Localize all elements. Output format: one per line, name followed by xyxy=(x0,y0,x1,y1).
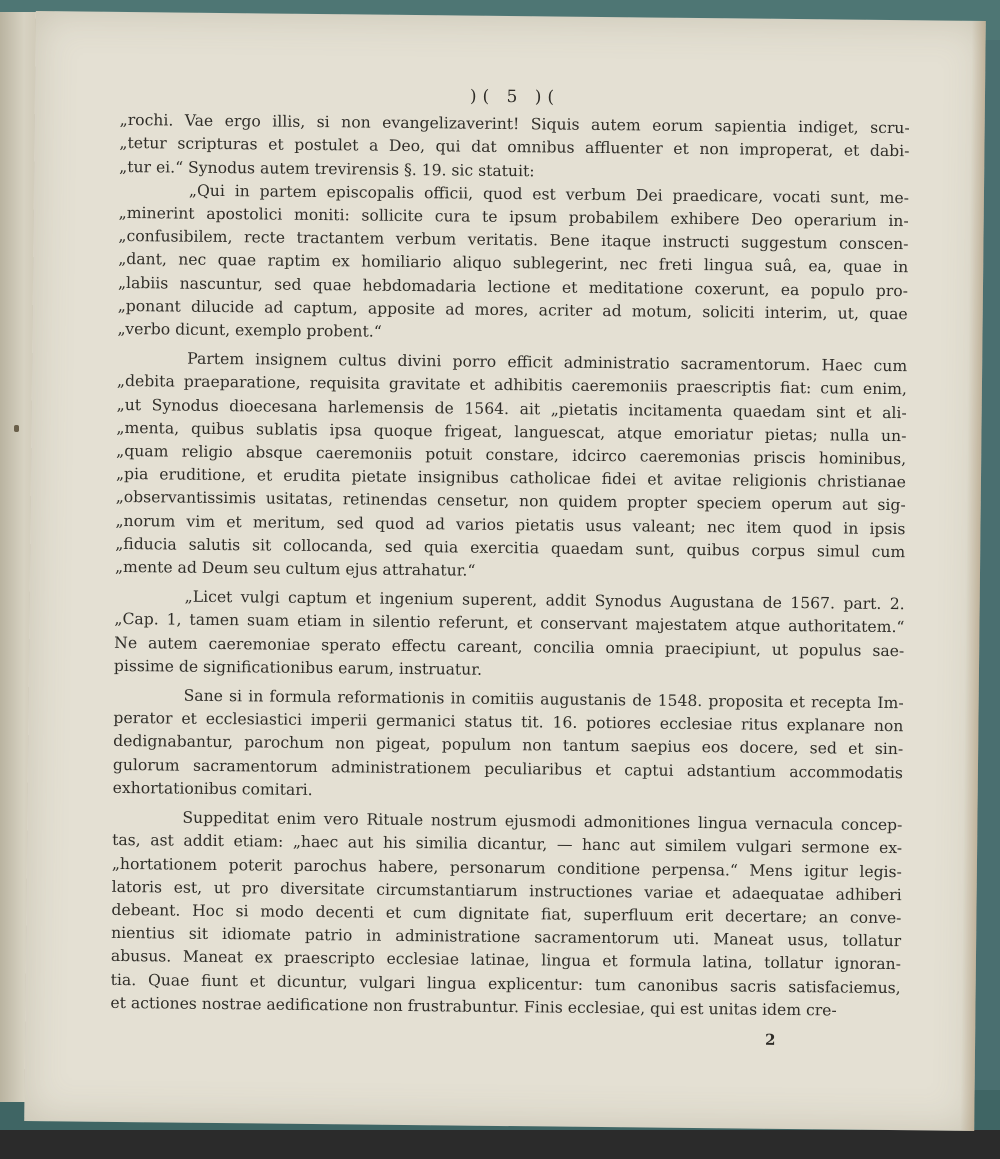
text-line: debeant. Hoc si modo decenti et cum dignitate fiat, superfluum erit decertare; an conve- xyxy=(111,900,902,928)
text-line: exhortationibus comitari. xyxy=(112,778,313,799)
text-line: „Licet vulgi captum et ingenium superent, addit Synodus Augustana de 1567. part. 2. xyxy=(184,587,905,614)
text-line: „fiducia salutis sit collocanda, sed quia exercitia quaedam sunt, quibus corpus simul cum xyxy=(115,534,906,562)
text-line: „minerint apostolici moniti: sollicite cura te ipsum probabilem exhibere Deo operarium in- xyxy=(118,203,909,231)
paragraph xyxy=(110,806,902,1023)
text-line: tia. Quae fiunt et dicuntur, vulgari lingua explicentur: tum canonibus sacris satisfaciemus, xyxy=(110,970,901,997)
text-line: „norum vim et meritum, sed quod ad varios pietatis usus valeant; nec item quod in ipsis xyxy=(115,511,906,538)
text-line: „debita praeparatione, requisita gravitate et adhibitis caeremoniis praescriptis fiat: cum enim, xyxy=(116,372,908,399)
text-line: „ut Synodus dioecesana harlemensis de 1564. ait „pietatis incitamenta quaedam sint et ali- xyxy=(116,395,907,422)
text-line: et actiones nostrae aedificatione non frustrabuntur. Finis ecclesiae, qui est unitas idem cre- xyxy=(110,993,837,1020)
text-line: „tur ei.“ Synodus autem trevirensis §. 19. sic statuit: xyxy=(119,157,535,180)
text-line: tas, ast addit etiam: „haec aut his similia dicantur, — hanc aut similem vulgari sermone ex- xyxy=(112,831,903,858)
text-line: „menta, quibus sublatis ipsa quoque frigeat, languescat, atque emoriatur pietas; nulla un- xyxy=(116,418,907,446)
text-line: „dant, nec quae raptim ex homiliario aliquo sublegerint, nec freti lingua suâ, ea, quae in xyxy=(118,250,909,277)
paragraph xyxy=(117,179,909,350)
text-line: „mente ad Deum seu cultum ejus attrahatur.“ xyxy=(114,557,476,580)
text-line: nientius sit idiomate patrio in administratione sacramentorum uti. Maneat usus, tollatur xyxy=(111,924,902,951)
text-line: „observantissimis usitatas, retinendas censetur, non quidem propter speciem operum aut sig- xyxy=(115,488,906,515)
signature-mark: 2 xyxy=(765,1030,776,1049)
text-line: „quam religio absque caeremoniis potuit constare, idcirco caeremonias priscis hominibus, xyxy=(116,441,907,469)
paragraph xyxy=(113,684,904,808)
text-line: „rochi. Vae ergo illis, si non evangelizaverint! Siquis autem eorum sapientia indiget, scru- xyxy=(119,111,910,138)
text-line: „tetur scripturas et postulet a Deo, qui dat omnibus affluenter et non improperat, et dabi- xyxy=(119,134,910,161)
text-line: „ponant dilucide ad captum, apposite ad mores, acriter ad motum, soliciti interim, ut, quae xyxy=(117,296,908,324)
ink-spot xyxy=(14,425,19,432)
paragraph xyxy=(114,585,905,686)
text-line: Sane si in formula reformationis in comitiis augustanis de 1548. proposita et recepta Im- xyxy=(183,686,904,713)
document-page xyxy=(24,11,986,1131)
text-line: pissime de significationibus earum, instruatur. xyxy=(113,656,483,679)
text-line: „Cap. 1, tamen suam etiam in silentio referunt, et conservant majestatem atque authoritatem.“ xyxy=(114,610,905,637)
text-line: perator et ecclesiastici imperii germanici status tit. 16. potiores ecclesiae ritus explanare non xyxy=(113,709,904,736)
text-line: Ne autem caeremoniae sperato effectu careant, concilia omnia praecipiunt, ut populus sae- xyxy=(114,633,905,660)
text-line: dedignabantur, parochum non pigeat, populum non tantum saepius eos docere, sed et sin- xyxy=(113,732,904,759)
text-line: Suppeditat enim vero Rituale nostrum ejusmodi admonitiones lingua vernacula concep- xyxy=(182,808,903,835)
page-content xyxy=(110,82,910,1023)
text-line: abusus. Maneat ex praescripto ecclesiae latinae, lingua et formula latina, tollatur ignoran- xyxy=(110,947,901,974)
text-line: „verbo dicunt, exemplo probent.“ xyxy=(117,319,382,341)
text-line: „pia eruditione, et erudita pietate insignibus catholicae fidei et avitae religionis christianae xyxy=(115,465,907,492)
text-line: „hortationem poterit parochus habere, personarum conditione perpensa.“ Mens igitur legis- xyxy=(111,854,902,881)
paragraph xyxy=(115,347,907,587)
text-line: latoris est, ut pro diversitate circumstantiarum instructiones variae et adaequatae adhiberi xyxy=(111,877,902,904)
paragraph-list xyxy=(110,109,909,1023)
text-line: gulorum sacramentorum administrationem peculiaribus et captui adstantium accommodatis xyxy=(112,755,904,782)
paragraph xyxy=(119,109,910,187)
background-strip xyxy=(0,1130,1000,1159)
page-edge-shadow xyxy=(960,21,986,1131)
text-line: „Qui in partem episcopalis officii, quod est verbum Dei praedicare, vocati sunt, me- xyxy=(188,181,910,208)
text-line: Partem insignem cultus divini porro efficit administratio sacramentorum. Haec cum xyxy=(187,349,908,376)
text-line: „confusibilem, recte tractantem verbum veritatis. Bene itaque instructi suggestum conscen- xyxy=(118,227,909,254)
text-line: „labiis nascuntur, sed quae hebdomadaria lectione et meditatione coxerunt, ea populo pro- xyxy=(117,273,909,300)
page-number: )( 5 )( xyxy=(469,86,561,108)
